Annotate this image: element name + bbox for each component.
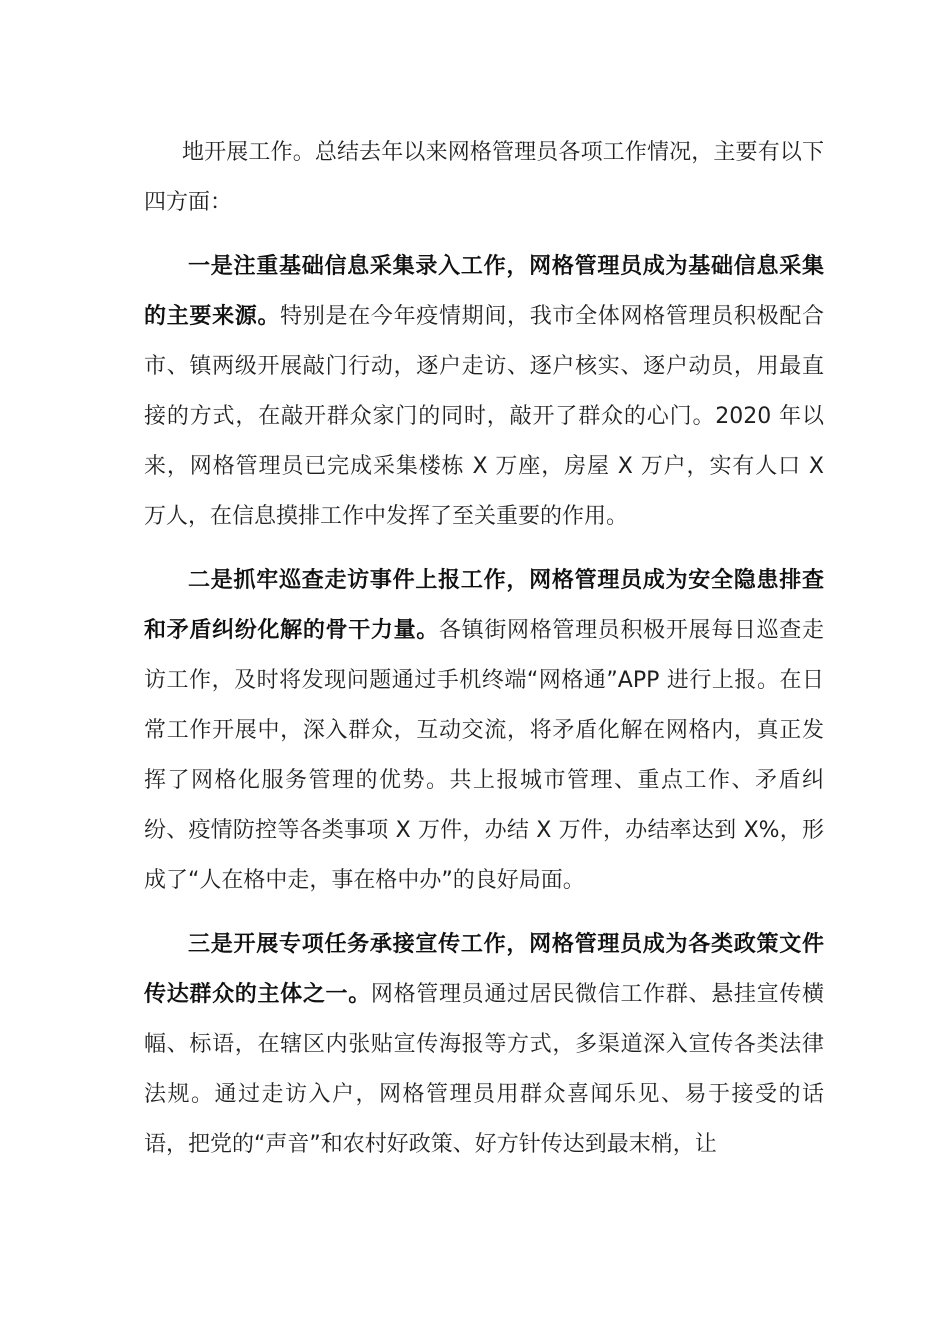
paragraph-point-one (144, 242, 824, 542)
paragraph-heading: 一是注重基础信息采集录入工作，网格管理员成为基础信息采集的主要来源。 (144, 254, 824, 329)
paragraph-text: 特别是在今年疫情期间，我市全体网格管理员积极配合市、镇两级开展敲门行动，逐户走访、逐户核实、逐户动员，用最直接的方式，在敲开群众家门的同时，敲开了群众的心门。2020 年以来，网格管理员已完成采集楼栋 X 万座，房屋 X 万户，实有人口 X 万人，在信息摸排工作中发挥了至关重要的作用。 (144, 304, 824, 529)
paragraph-intro (144, 128, 824, 228)
paragraph-heading: 二是抓牢巡查走访事件上报工作，网格管理员成为安全隐患排查和矛盾纠纷化解的骨干力量。 (144, 568, 824, 643)
paragraph-text: 网格管理员通过居民微信工作群、悬挂宣传横幅、标语，在辖区内张贴宣传海报等方式，多渠道深入宣传各类法律法规。通过走访入户，网格管理员用群众喜闻乐见、易于接受的话语，把党的“声音”和农村好政策、好方针传达到最末梢，让 (144, 982, 824, 1157)
paragraph-point-two (144, 556, 824, 906)
paragraph-heading: 三是开展专项任务承接宣传工作，网格管理员成为各类政策文件传达群众的主体之一。 (144, 932, 824, 1007)
paragraph-point-three (144, 920, 824, 1170)
paragraph-text: 各镇街网格管理员积极开展每日巡查走访工作，及时将发现问题通过手机终端“网格通”APP 进行上报。在日常工作开展中，深入群众，互动交流，将矛盾化解在网格内，真正发挥了网格化服务管理的优势。共上报城市管理、重点工作、矛盾纠纷、疫情防控等各类事项 X 万件，办结 X 万件，办结率达到 X%，形成了“人在格中走，事在格中办”的良好局面。 (144, 618, 824, 893)
paragraph-text: 地开展工作。总结去年以来网格管理员各项工作情况，主要有以下四方面： (144, 140, 824, 215)
document-body (144, 128, 824, 1170)
